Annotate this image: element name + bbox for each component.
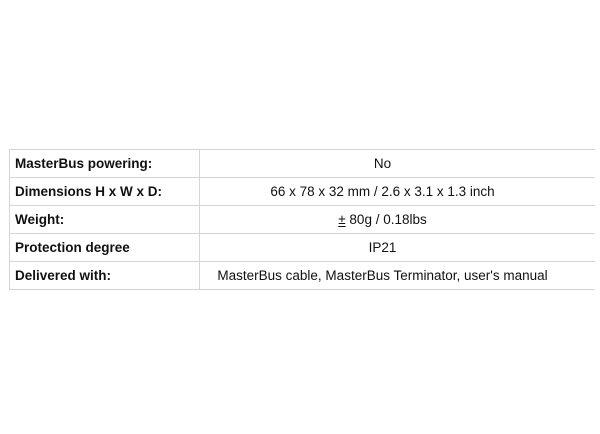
spec-label-weight: Weight: (10, 206, 200, 234)
spec-value-delivered-with: MasterBus cable, MasterBus Terminator, user's manual (200, 262, 596, 290)
table-row (10, 262, 596, 290)
table-row (10, 206, 596, 234)
spec-value-dimensions: 66 x 78 x 32 mm / 2.6 x 3.1 x 1.3 inch (200, 178, 596, 206)
specifications-table (9, 149, 595, 290)
approx-symbol: ± (338, 212, 346, 227)
spec-value-protection-degree: IP21 (200, 234, 596, 262)
table-row (10, 178, 596, 206)
spec-label-delivered-with: Delivered with: (10, 262, 200, 290)
weight-text: 80g / 0.18lbs (345, 212, 427, 227)
spec-value-masterbus-powering: No (200, 150, 596, 178)
spec-label-dimensions: Dimensions H x W x D: (10, 178, 200, 206)
table-row (10, 234, 596, 262)
table-row (10, 150, 596, 178)
spec-label-masterbus-powering: MasterBus powering: (10, 150, 200, 178)
spec-label-protection-degree: Protection degree (10, 234, 200, 262)
spec-value-weight (200, 206, 596, 234)
